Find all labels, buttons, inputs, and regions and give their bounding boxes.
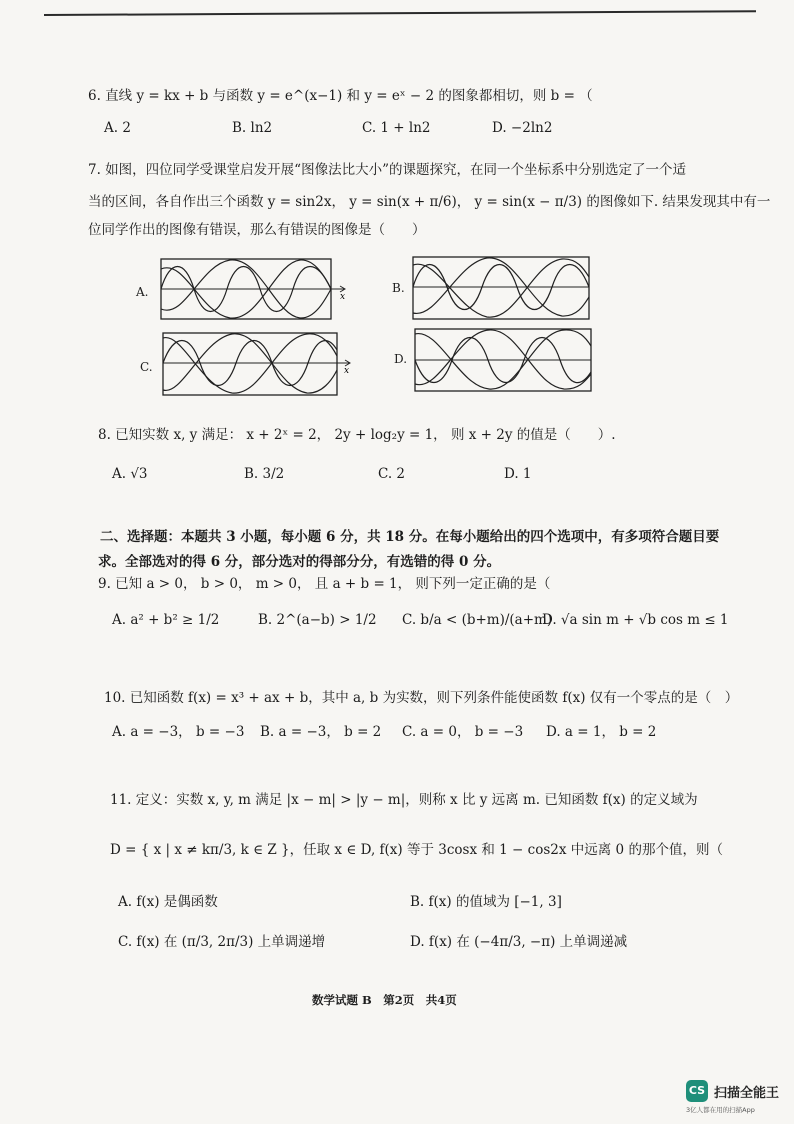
q9-stem: 9. 已知 a > 0， b > 0， m > 0， 且 a + b = 1， 则下列一定正确的是（ [98, 576, 551, 592]
q7-line3: 位同学作出的图像有错误，那么有错误的图像是（ ） [88, 222, 426, 238]
q7-graph-b [392, 255, 612, 323]
q7-graph-a [136, 255, 356, 323]
q8-option-c: C. 2 [378, 466, 406, 482]
q11-line1: 11. 定义：实数 x, y, m 满足 |x − m| > |y − m|，则称 x 比 y 远离 m. 已知函数 f(x) 的定义域为 [110, 792, 698, 808]
q10-option-d: D. a = 1， b = 2 [546, 724, 657, 740]
q10-option-c: C. a = 0， b = −3 [402, 724, 524, 740]
camscanner-logo-icon: CS [686, 1080, 708, 1102]
graph-d-plot [414, 326, 610, 394]
q8-option-a: A. √3 [112, 466, 148, 482]
q8-option-b: B. 3/2 [244, 466, 285, 482]
graph-c-plot [162, 330, 358, 398]
page-footer: 数学试题 B 第2页 共4页 [312, 993, 457, 1007]
q10-option-b: B. a = −3， b = 2 [260, 724, 382, 740]
q11-option-b: B. f(x) 的值域为 [−1, 3] [410, 894, 562, 910]
q7-line1: 7. 如图，四位同学受课堂启发开展“图像法比大小”的课题探究，在同一个坐标系中分别选定了一个适 [88, 162, 686, 178]
section-2-line1: 二、选择题：本题共 3 小题，每小题 6 分，共 18 分。在每小题给出的四个选项中，有多项符合题目要 [100, 529, 720, 545]
watermark-title: 扫描全能王 [714, 1086, 780, 1101]
q6-option-b: B. ln2 [232, 120, 273, 136]
q10-option-a: A. a = −3， b = −3 [112, 724, 245, 740]
q7-graph-d [394, 326, 614, 394]
graph-b-plot [412, 255, 608, 323]
q7-line2: 当的区间，各自作出三个函数 y = sin2x， y = sin(x + π/6)， y = sin(x − π/3) 的图像如下. 结果发现其中有一 [88, 194, 771, 210]
q9-option-a: A. a² + b² ≥ 1/2 [112, 612, 220, 628]
q9-option-b: B. 2^(a−b) > 1/2 [258, 612, 377, 628]
graph-a-label: A. [136, 285, 149, 299]
watermark-subtitle: 3亿人都在用的扫描App [686, 1106, 755, 1114]
q8-option-d: D. 1 [504, 466, 532, 482]
q8-stem: 8. 已知实数 x, y 满足： x + 2ˣ = 2， 2y + log₂y = 1， 则 x + 2y 的值是（ ）. [98, 427, 616, 443]
q6-option-a: A. 2 [104, 120, 131, 136]
q6-stem: 6. 直线 y = kx + b 与函数 y = e^(x−1) 和 y = eˣ − 2 的图象都相切，则 b = （ [88, 88, 593, 104]
top-border-line [44, 10, 756, 16]
q11-line2: D = { x | x ≠ kπ/3, k ∈ Z }，任取 x ∈ D, f(x) 等于 3cosx 和 1 − cos2x 中远离 0 的那个值，则（ [110, 842, 723, 858]
q11-option-a: A. f(x) 是偶函数 [118, 894, 218, 910]
graph-a-plot [160, 255, 356, 323]
graph-c-label: C. [140, 360, 153, 374]
q9-option-d: D. √a sin m + √b cos m ≤ 1 [542, 612, 729, 628]
q6-option-c: C. 1 + ln2 [362, 120, 431, 136]
graph-a-axis-x: x [340, 292, 346, 302]
q6-option-d: D. −2ln2 [492, 120, 553, 136]
graph-c-axis-x: x [344, 366, 350, 376]
graph-b-label: B. [392, 281, 405, 295]
q11-option-c: C. f(x) 在 (π/3, 2π/3) 上单调递增 [118, 934, 326, 950]
q10-stem: 10. 已知函数 f(x) = x³ + ax + b，其中 a, b 为实数，则下列条件能使函数 f(x) 仅有一个零点的是（ ） [104, 690, 739, 706]
section-2-line2: 求。全部选对的得 6 分，部分选对的得部分分，有选错的得 0 分。 [98, 554, 501, 570]
q11-option-d: D. f(x) 在 (−4π/3, −π) 上单调递减 [410, 934, 628, 950]
scanner-watermark [686, 1080, 786, 1116]
graph-d-label: D. [394, 352, 408, 366]
q9-option-c: C. b/a < (b+m)/(a+m) [402, 612, 553, 628]
q7-graph-c [140, 330, 360, 398]
